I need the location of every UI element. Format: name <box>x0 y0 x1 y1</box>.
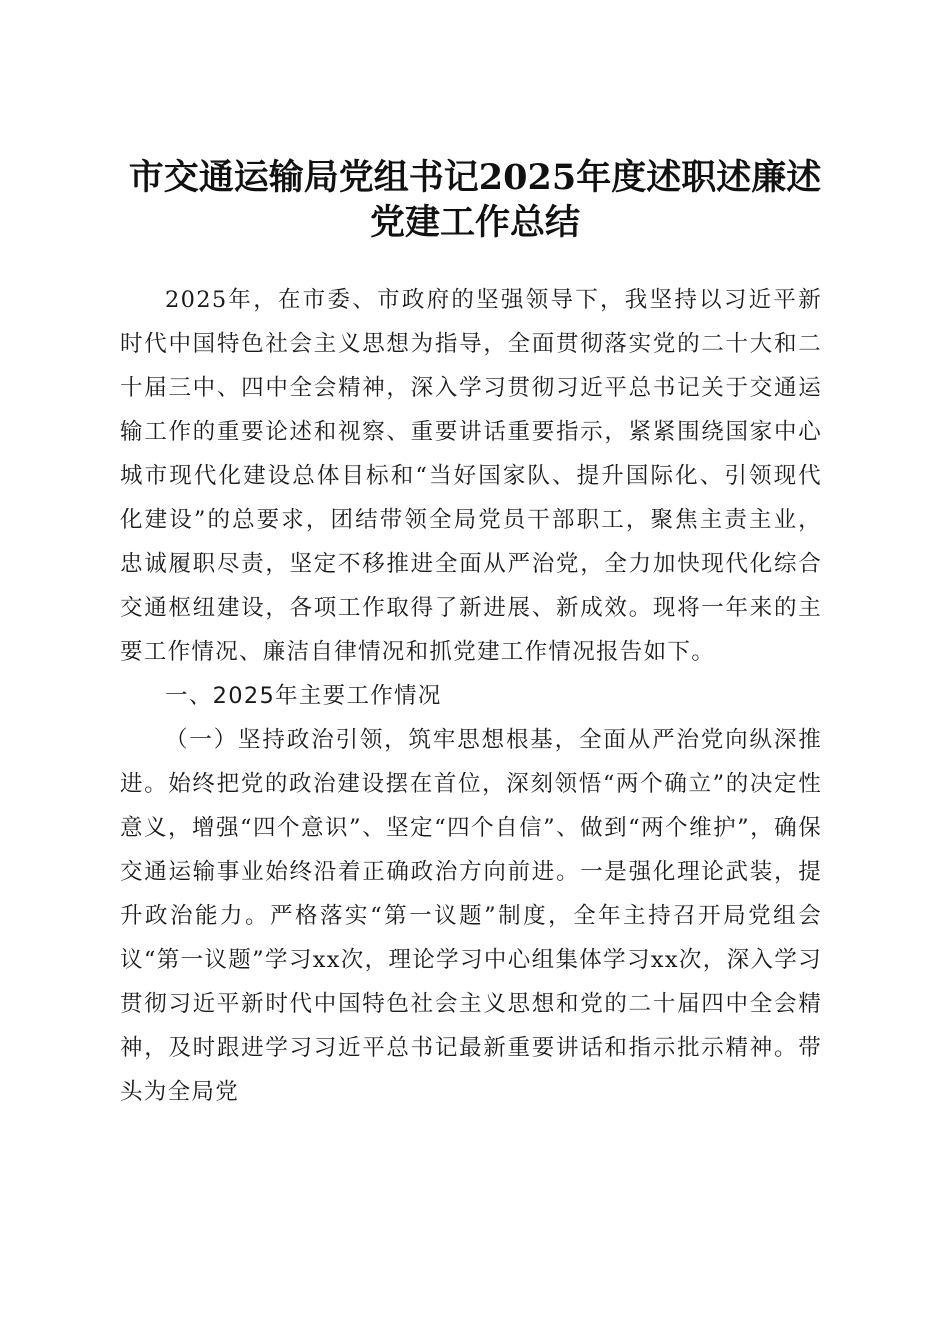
title-line-1: 市交通运输局党组书记2025年度述职述廉述 <box>128 157 822 199</box>
title-line-2: 党建工作总结 <box>369 202 580 244</box>
intro-paragraph: 2025年，在市委、市政府的坚强领导下，我坚持以习近平新时代中国特色社会主义思想为指导，全面贯彻落实党的二十大和二十届三中、四中全会精神，深入学习贯彻习近平总书记关于交通运输工作的重要论述和视察、重要讲话重要指示，紧紧围绕国家中心城市现代化建设总体目标和“当好国家队、提升国际化、引领现代化建设”的总要求，团结带领全局党员干部职工，聚焦主责主业，忠诚履职尽责，坚定不移推进全面从严治党，全力加快现代化综合交通枢纽建设，各项工作取得了新进展、新成效。现将一年来的主要工作情况、廉洁自律情况和抓党建工作情况报告如下。 <box>120 287 822 665</box>
document-body <box>120 278 822 1114</box>
section-1-paragraph-1: （一）坚持政治引领，筑牢思想根基，全面从严治党向纵深推进。始终把党的政治建设摆在首位，深刻领悟“两个确立”的决定性意义，增强“四个意识”、坚定“四个自信”、做到“两个维护”，确保交通运输事业始终沿着正确政治方向前进。一是强化理论武装，提升政治能力。严格落实“第一议题”制度，全年主持召开局党组会议“第一议题”学习xx次，理论学习中心组集体学习xx次，深入学习贯彻习近平新时代中国特色社会主义思想和党的二十届四中全会精神，及时跟进学习习近平总书记最新重要讲话和指示批示精神。带头为全局党 <box>120 727 822 1105</box>
document-title <box>100 155 850 245</box>
section-heading-1: 一、2025年主要工作情况 <box>165 683 442 709</box>
